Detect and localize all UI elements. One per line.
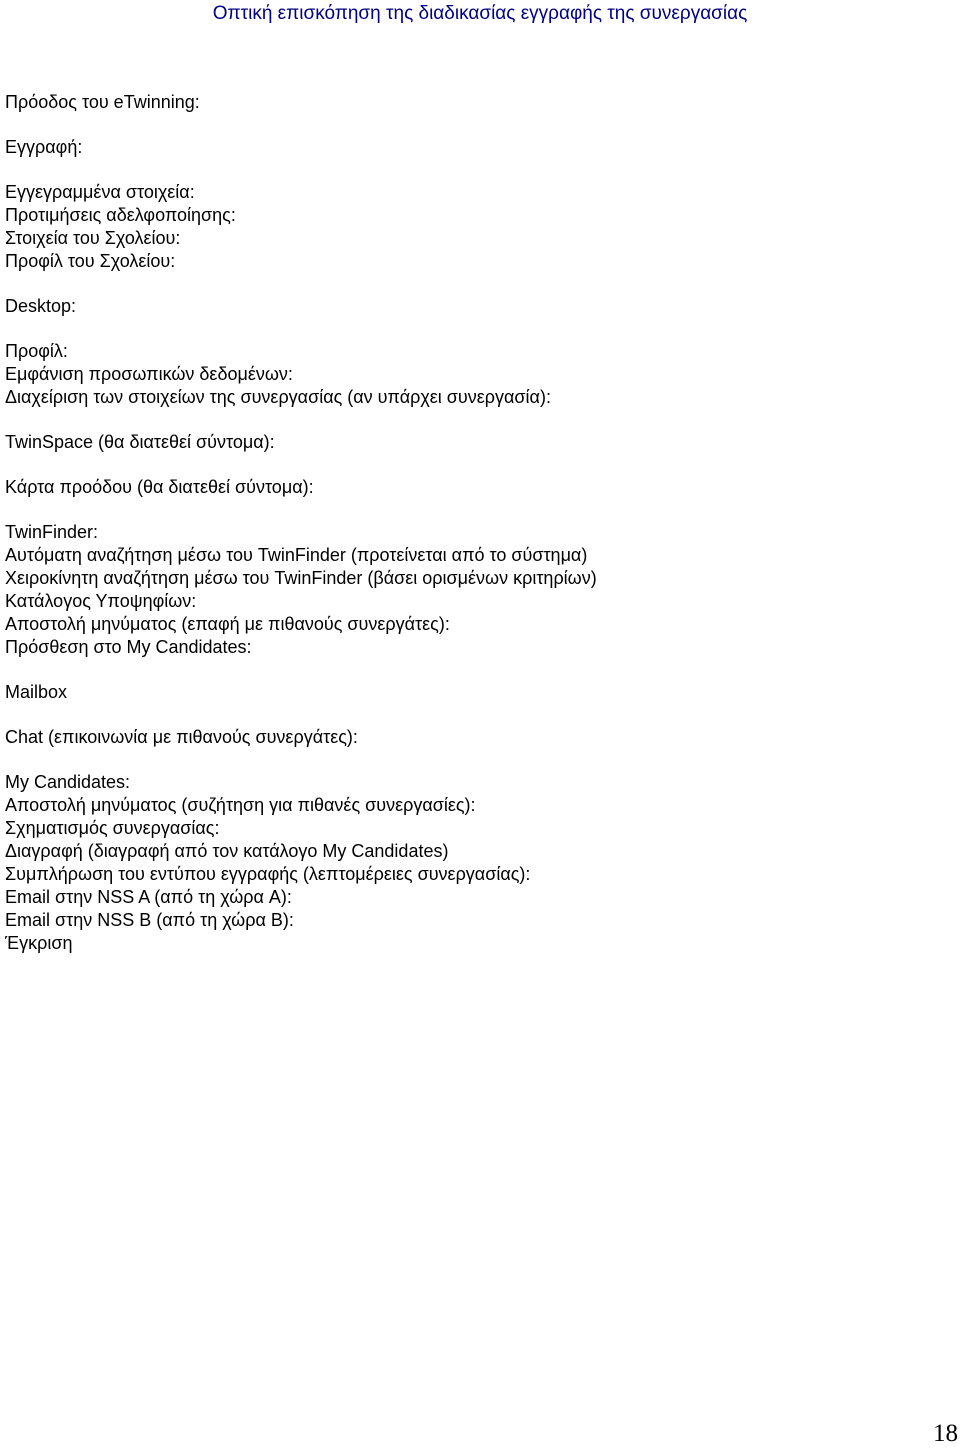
text-line: Εμφάνιση προσωπικών δεδομένων:: [5, 364, 293, 384]
section-twinspace: [5, 431, 945, 454]
text-line: Αποστολή μηνύματος (συζήτηση για πιθανές συνεργασίες):: [5, 795, 476, 815]
section-chat: [5, 726, 945, 749]
text-line: Συμπλήρωση του εντύπου εγγραφής (λεπτομέρειες συνεργασίας):: [5, 864, 531, 884]
text-line: Στοιχεία του Σχολείου:: [5, 228, 181, 248]
section-heading: TwinFinder:: [5, 522, 99, 542]
text-line: Διαχείριση των στοιχείων της συνεργασίας (αν υπάρχει συνεργασία):: [5, 387, 551, 407]
section-my-candidates: [5, 771, 945, 955]
section-heading: Προφίλ:: [5, 341, 68, 361]
page-number: 18: [933, 1420, 958, 1447]
section-mailbox: [5, 681, 945, 704]
section-heading: Mailbox: [5, 682, 68, 702]
section-twinfinder: [5, 521, 945, 659]
section-desktop: [5, 295, 945, 318]
text-line: Διαγραφή (διαγραφή από τον κατάλογο My Candidates): [5, 841, 449, 861]
section-heading: My Candidates:: [5, 772, 131, 792]
text-line: Κατάλογος Υποψηφίων:: [5, 591, 197, 611]
text-line: Email στην NSS B (από τη χώρα B):: [5, 910, 294, 930]
text-line: Email στην NSS A (από τη χώρα A):: [5, 887, 292, 907]
text-line: Αποστολή μηνύματος (επαφή με πιθανούς συνεργάτες):: [5, 614, 450, 634]
section-heading: Εγγραφή:: [5, 137, 83, 157]
section-heading: Πρόοδος του eTwinning:: [5, 92, 200, 112]
section-etwinning-progress: [5, 91, 945, 114]
section-registration: [5, 136, 945, 159]
text-line: Σχηματισμός συνεργασίας:: [5, 818, 220, 838]
section-heading: Desktop:: [5, 296, 77, 316]
text-line: Προτιμήσεις αδελφοποίησης:: [5, 205, 236, 225]
text-line: Χειροκίνητη αναζήτηση μέσω του TwinFinder (βάσει ορισμένων κριτηρίων): [5, 568, 597, 588]
document-body: [5, 91, 945, 977]
section-heading: TwinSpace (θα διατεθεί σύντομα):: [5, 432, 275, 452]
text-line: Έγκριση: [5, 933, 73, 953]
section-profile: [5, 340, 945, 409]
section-heading: Chat (επικοινωνία με πιθανούς συνεργάτες):: [5, 727, 358, 747]
text-line: Πρόσθεση στο My Candidates:: [5, 637, 252, 657]
text-line: Αυτόματη αναζήτηση μέσω του TwinFinder (προτείνεται από το σύστημα): [5, 545, 588, 565]
section-heading: Εγγεγραμμένα στοιχεία:: [5, 182, 195, 202]
section-registered-data: [5, 181, 945, 273]
section-progress-card: [5, 476, 945, 499]
text-line: Προφίλ του Σχολείου:: [5, 251, 176, 271]
section-heading: Κάρτα προόδου (θα διατεθεί σύντομα):: [5, 477, 314, 497]
page-header: Οπτική επισκόπηση της διαδικασίας εγγραφής της συνεργασίας: [212, 3, 748, 24]
